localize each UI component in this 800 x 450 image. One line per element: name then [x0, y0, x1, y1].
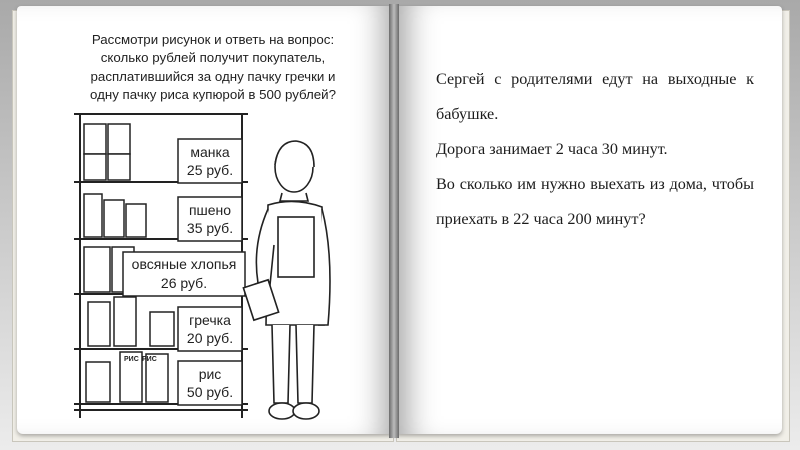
- label-name-psheno: пшено: [188, 202, 232, 218]
- problem-text: [436, 62, 754, 237]
- problem-paragraph-1: Сергей с родителями едут на выходные к бабушке.: [436, 70, 754, 123]
- label-price-ris: 50 руб.: [186, 384, 234, 400]
- question-text: [62, 31, 364, 105]
- question-line-2: сколько рублей получит покупатель,: [100, 50, 326, 66]
- label-price-manka: 25 руб.: [186, 162, 234, 178]
- shop-assistant-figure: [238, 135, 338, 427]
- rice-package-tags: [124, 352, 158, 364]
- label-name-grechka: гречка: [189, 312, 231, 328]
- question-line-1: Рассмотри рисунок и ответь на вопрос:: [91, 32, 335, 47]
- question-line-3: расплатившийся за одну пачку гречки и: [90, 68, 336, 84]
- oats-label: [122, 251, 246, 297]
- label-name-ris: рис: [198, 366, 222, 382]
- label-name-oats: овсяные хлопья: [131, 256, 237, 272]
- rice-tag-2: РИС: [142, 356, 157, 363]
- label-price-oats: 26 руб.: [160, 275, 208, 291]
- label-price-grechka: 20 руб.: [186, 330, 234, 346]
- rice-tag-1: РИС: [124, 356, 139, 363]
- label-name-manka: манка: [190, 144, 230, 160]
- problem-paragraph-3: Во сколько им нужно выехать из дома, чтобы приехать в 22 часа 200 минут?: [436, 175, 754, 228]
- book-spine: [389, 4, 399, 438]
- problem-paragraph-2: Дорога занимает 2 часа 30 минут.: [436, 140, 668, 158]
- question-line-4: одну пачку риса купюрой в 500 рублей?: [89, 87, 337, 103]
- label-price-psheno: 35 руб.: [186, 220, 234, 236]
